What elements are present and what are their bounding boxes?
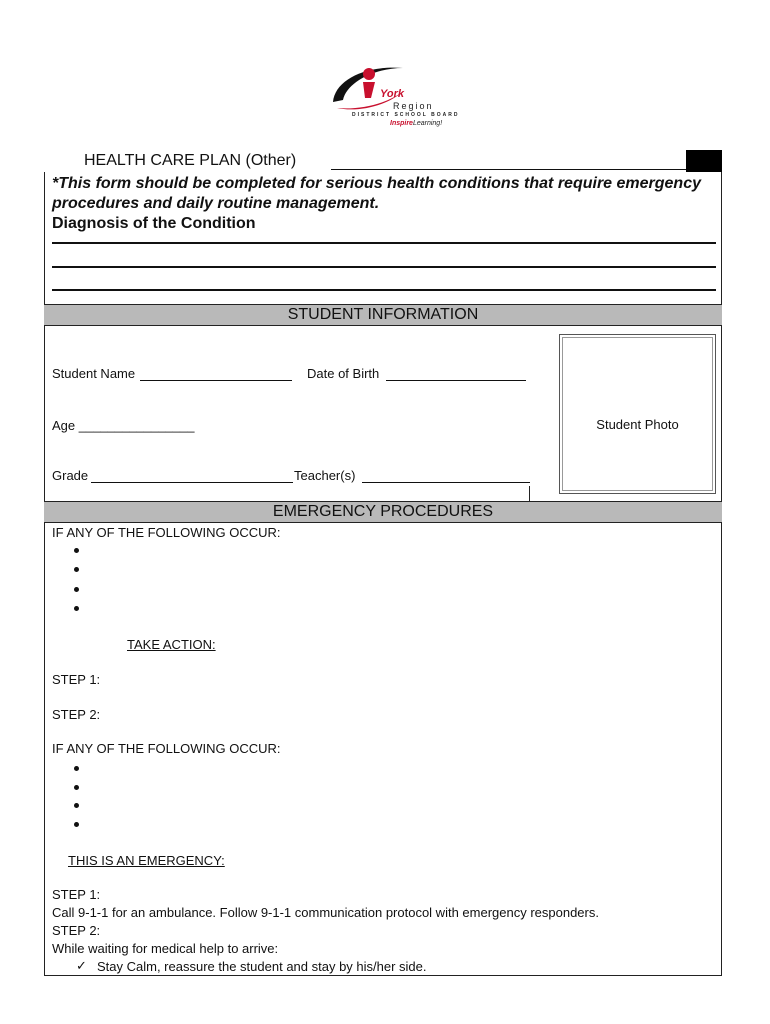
symptom-bullet	[74, 803, 79, 808]
date-of-birth-field[interactable]	[386, 380, 526, 381]
symptom-bullet	[74, 822, 79, 827]
diagnosis-line-1[interactable]	[52, 242, 716, 244]
age-field[interactable]: Age ________________	[52, 418, 195, 433]
symptom-bullet	[74, 587, 79, 592]
form-title-bar	[44, 150, 722, 172]
column-divider	[529, 486, 530, 502]
waiting-instruction: While waiting for medical help to arrive:	[52, 941, 279, 956]
emergency-step-2-label: STEP 2:	[52, 923, 101, 938]
form-title: HEALTH CARE PLAN (Other)	[84, 152, 297, 169]
symptom-bullet	[74, 567, 79, 572]
grade-label: Grade	[52, 468, 89, 483]
student-photo-label: Student Photo	[596, 417, 679, 432]
diagnosis-line-3[interactable]	[52, 289, 716, 291]
emergency-procedures-heading: EMERGENCY PROCEDURES	[44, 501, 722, 523]
title-black-band	[686, 150, 722, 172]
emergency-step-1-label: STEP 1:	[52, 887, 101, 902]
student-name-field[interactable]	[140, 380, 292, 381]
symptom-bullet	[74, 766, 79, 771]
check-icon: ✓	[76, 958, 87, 973]
logo-board-text: DISTRICT SCHOOL BOARD	[352, 112, 460, 118]
condition-name-field[interactable]	[331, 169, 686, 170]
diagnosis-line-2[interactable]	[52, 266, 716, 268]
this-is-an-emergency-heading: THIS IS AN EMERGENCY:	[68, 853, 225, 868]
if-following-occur-2: IF ANY OF THE FOLLOWING OCCUR:	[52, 741, 281, 756]
teachers-label: Teacher(s)	[294, 468, 356, 483]
stay-calm-instruction: Stay Calm, reassure the student and stay by his/her side.	[97, 959, 427, 974]
student-photo-box[interactable]	[559, 334, 716, 494]
symptom-bullet	[74, 606, 79, 611]
student-name-label: Student Name	[52, 366, 136, 381]
if-following-occur-1: IF ANY OF THE FOLLOWING OCCUR:	[52, 525, 281, 540]
take-action-heading: TAKE ACTION:	[127, 637, 216, 652]
logo-region-text: Region	[393, 101, 434, 111]
logo-york-text: York	[380, 88, 405, 100]
date-of-birth-label: Date of Birth	[307, 366, 380, 381]
step-2-label: STEP 2:	[52, 707, 101, 722]
form-instruction-note: *This form should be completed for serious health conditions that require emergency procedures and daily routine management.	[52, 175, 701, 212]
student-information-heading: STUDENT INFORMATION	[44, 304, 722, 326]
logo-tagline: InspireLearning!	[390, 120, 443, 127]
teachers-field[interactable]	[362, 482, 530, 483]
diagnosis-heading: Diagnosis of the Condition	[52, 215, 256, 232]
step-1-label: STEP 1:	[52, 672, 101, 687]
symptom-bullet	[74, 785, 79, 790]
symptom-bullet	[74, 548, 79, 553]
call-911-instruction: Call 9-1-1 for an ambulance. Follow 9-1-1 communication protocol with emergency responders.	[52, 905, 599, 920]
grade-field[interactable]	[91, 482, 293, 483]
